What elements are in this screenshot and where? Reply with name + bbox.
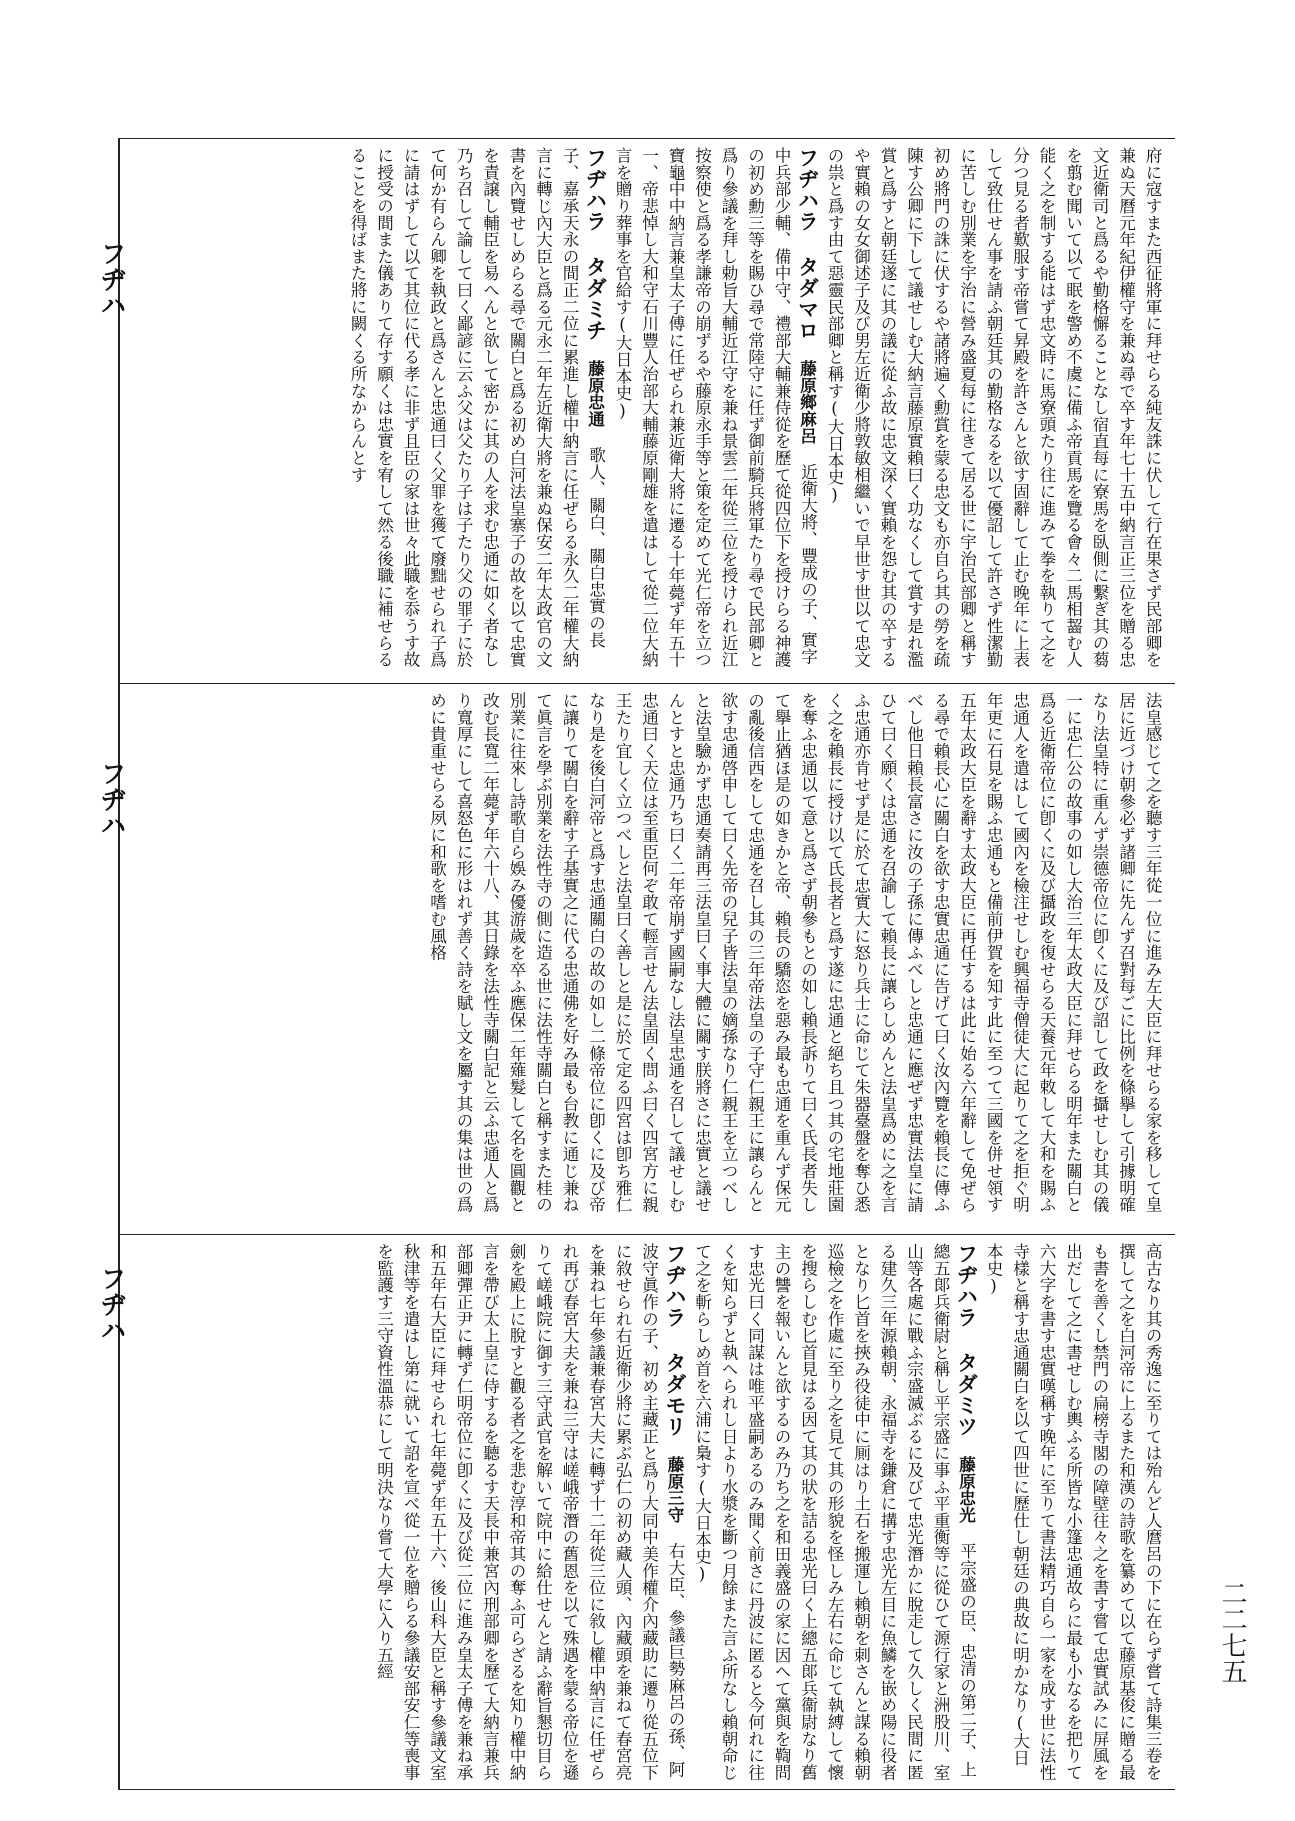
entry-continuation <box>980 1243 1166 1781</box>
entry-reading: フヂハラ タダミチ <box>583 147 608 341</box>
text-columns-upper <box>130 147 1165 675</box>
running-head-middle: フヂハ <box>96 760 126 838</box>
entry-body: 近衛大將、豐成の子、實字中兵部少輔、備中守、禮部大輔兼侍從を歷て從四位下を授けらる神護の初め勳三等を賜ひ尋で常陸守に任ず御前騎兵將軍たり尋で民部卿と爲り參議を拜し勅旨大輔近江守を兼ね景雲二年從三位を授けられ近江按察使と爲る孝謙帝の崩ずるや藤原永手等と策を定めて光仁帝を立つ寶龜中中納言兼皇太子傅に任ぜられ兼近衛大將に遷る十年薨ず年五十一、帝悲悼し大和守石川豐人治部大輔藤原剛雄を遣はして從二位大納言を贈り葬事を官給す(大日本史) <box>613 147 818 668</box>
entry-name: 藤原忠通 <box>585 360 606 428</box>
entry-continuation <box>423 692 1165 1226</box>
entry-body: 高古なり其の秀逸に至りては殆んど人麿呂の下に在らず嘗て詩集三卷を撰して之を白河帝に上るまた和漢の詩歌を纂めて以て藤原基俊に贈る最も書を善くし禁門の扁榜寺閣の障壁往々之を書す嘗て忠實試みに屏風を出だして之に書せしむ輿ふる所皆な小篷忠通故らに最も小なるを把りて六大字を書す忠實嘆稱す晚年に至りて書法精巧自ら一家を成す世に法性寺樣と稱す忠通關白を以て四世に歷仕し朝廷の典故に明かなり(大日本史) <box>984 1243 1162 1781</box>
text-columns-middle <box>130 692 1165 1226</box>
entry-name: 藤原三守 <box>665 1456 685 1524</box>
entry-fujiwara-tadamaro <box>609 147 821 675</box>
entry-reading: フヂハラ タダモリ <box>663 1243 687 1437</box>
entry-body: 府に寇すまた西征將軍に拜せらる純友誅に伏して行在果さず民部卿を兼ぬ天曆元年紀伊權守を兼ぬ尋で卒す年七十五中納言正三位を贈る忠文近衛司と爲るや勤格懈ることなし宿直每に寮馬を臥側に繫ぎ其の蒭を翦む聞いて以て眠を警め不虞に備ふ帝貢馬を覽る會々二馬相齧む人能く之を制する能はず忠文時に馬寮頭たり往に進みて拳を執りて之を分つ見る者歎服す帝嘗て昇殿を許さんと欲す固辭して止む晚年に上表して致仕せん事を請ふ朝廷其の勤格なるを以て優詔して許さず性潔勤に苦しむ別業を宇治に營み盛夏每に往きて居る世に宇治民部卿と稱す初め將門の誅に伏するや諸將遍く勳賞を蒙る忠文も亦自ら其の勞を疏陳す公卿に下して議せしむ大納言藤原實賴曰く功なくして賞す是れ濫賞と爲すと朝廷遂に其の議に從ふ故に忠文深く實賴を怨む其の卒するや實賴の女女御述子及び男左近衛少將敦敏相繼いで早世す世以て忠文の祟と爲す由て惡靈民部卿と稱す(大日本史) <box>825 147 1162 668</box>
page-frame <box>118 138 1175 1790</box>
text-columns-lower <box>130 1243 1165 1781</box>
tier-lower <box>120 1234 1175 1790</box>
entry-fujiwara-tadamichi <box>344 147 609 675</box>
tier-upper <box>120 138 1175 683</box>
entry-body: 法皇感じて之を聽す三年從一位に進み左大臣に拜せらる家を移して皇居に近づけ朝參必ず諸卿に先んず召對每ごに比例を條擧して引據明確なり法皇特に重んず崇德帝位に卽くに及び詔して政を攝せしむ其の儀一に忠仁公の故事の如し大治三年太政大臣に拜せらる明年また關白と爲る近衛帝位に卽くに及び攝政を復せらる天養元年敕して大和を賜ふ忠通人を遣はして國內を檢注せしむ興福寺僧徒大に起りて之を拒ぐ明年更に石見を賜ふ忠通もと備前伊賀を知す此に至つて三國を併せ領す五年太政大臣を辭す太政大臣に再任するは此に始る六年辭して免ぜらる尋で賴長心に關白を欲す忠實忠通に告げて曰く汝內覽を賴長に傳ふべし他日賴長富さに汝の子孫に傳ふべしと忠通に應ぜず忠實法皇に請ひて曰く願くは忠通を召諭して賴長に讓らしめんと法皇爲めに之を言ふ忠通亦肯せず是に於て忠實大に怒り兵士に命じて朱器臺盤を奪ひ悉く之を賴長に授け以て氏長者と爲す遂に忠通と絕ち且つ其の宅地莊園を奪ふ忠通以て意と爲さず朝參もとの如し賴長訴りて曰く氏長者失して擧止猶ほ是の如きかと帝、賴長の驕恣を惡み最も忠通を重んず保元の亂後信西をして忠通を召し其の三年帝法皇の子守仁親王に讓らんと欲す忠通啓申して曰く先帝の兒子皆法皇の嫡孫なり仁親王を立つべしと法皇驗かず忠通奏請再三法皇曰く事大體に關す朕將さに忠實と議せんとすと忠通乃ち曰く二年帝崩ず國嗣なし法皇忠通を召して議せしむ忠通曰く天位は至重臣何ぞ敢て輕言せん法皇固く問ふ曰く四宮方に親王たり宜しく立つべしと法皇曰く善しと是に於て定る四宮は卽ち雅仁なり是を後白河帝と爲す忠通關白の故の如し二條帝位に卽くに及び帝に讓りて關白を辭す子基實之に代る忠通佛を好み最も台教に通じ兼ねて眞言を學ぶ別業を法性寺の側に造る世に法性寺關白と稱すまた桂の別業に往來し詩歌自ら娛み優游歲を卒ふ應保二年薙髮して名を圓觀と改む長寬二年薨ず年六十八、其日錄を法性寺關白記と云ふ忠通人と爲り寬厚にして喜怒色に形はれず善く詩を賦し文を屬す其の集は世の爲めに貴重せらる夙に和歌を嗜む風格 <box>427 692 1162 1213</box>
entry-body: 平宗盛の臣、忠清の第二子、上總五郞兵衛尉と稱し平宗盛に事ふ平重衡等に從ひて源行家と洲股川、室山等各處に戰ふ宗盛滅ぶるに及びて忠光潛かに脫走して久しく民間に匿る建久三年源賴朝、永福寺を鎌倉に搆す忠光左目に魚鱗を嵌め陽に役者となり匕首を挾み役徒中に厠はり土石を搬運し賴朝を刺さんと謀る賴朝巡檢之を作處に至り之を見て其の形貌を怪しみ左右に命じて執縛して懷を搜らしむ匕首見はる因て其の狀を詰る忠光曰く上總五郞兵衞尉なり舊主の讐を報いんと欲するのみ乃ち之を和田義盛の家に因へて黨與を鞫問す忠光曰く同謀は唯平盛嗣あるのみ聞く前さに丹波に匿ると今何れに往くを知らずと執へられし日より水漿を斷つ月餘また言ふ所なし賴朝命じて之を斬らしめ首を六浦に梟す(大日本史) <box>692 1243 977 1781</box>
running-head-lower: フヂハ <box>96 1265 126 1343</box>
entry-body: 歌人、關白、關白忠實の長子、嘉承天永の間正二位に累進し權中納言に任ぜらる永久二年權大納言に轉じ內大臣と爲る元永二年左近衛大將を兼ぬ保安二年太政官の文書を內覽せしめらる尋で關白と爲る初め白河法皇寨子の故を以て忠實を責譲し輔臣を易へんと欲して密かに其の人を求む忠通に如く者なし乃ち召して論して曰く鄙諺に云ふ父は父たり子は子たり父の罪子に於て何か有らん卿を執政と爲さんと忠通曰く父罪を獲て廢黜せられ子爲に請はずして以て其位に代る孝に非ず且臣の家は世々此職を忝うす故に授受の間また儀ありて存す願くは忠實を宥して然る後職に補せらるることを得ばまた將に闕くる所なからんとす <box>348 147 606 668</box>
entry-body: 右大臣、參議巨勢麻呂の孫、阿波守眞作の子、初め主藏正と爲り大同中美作權介內藏助に遷り從五位下に敘せられ右近衛少將に累ぶ弘仁の初め藏人頭、內藏頭を兼ねて春宮亮を兼ね七年參議兼春宮大夫に轉ず十二年從三位に敘し權中納言に任ぜられ再び春宮大夫を兼ね三守は嵯峨帝潛の舊恩を以て殊遇を蒙る帝位を遜りて嵯峨院に御す三守武官を解いて院中に給仕せんと請ふ辭旨懇切目ら劍を殿上に脫すと觀る者之を悲む淳和帝其の奪ふ可らざるを知り權中納言を帶び太上皇に侍するを聽るす天長中兼宮內刑部卿を歷て大納言兼兵部卿彈正尹に轉ず仁明帝位に卽くに及び從二位に進み皇太子傅を兼ね承和五年右大臣に拜せられ七年薨ず年五十六、後山科大臣と稱す參議文室秋津等を遣はし第に就いて詔を宣べ從一位を贈らる參議安部安仁等喪事を監護す三守資性溫恭にして明決なり嘗て大學に入り五經 <box>374 1243 685 1781</box>
entry-fujiwara-tadamori <box>370 1243 688 1781</box>
entry-name: 藤原忠光 <box>956 1456 977 1524</box>
running-head-upper: フヂハ <box>96 240 126 318</box>
tier-middle <box>120 683 1175 1234</box>
page-number: 二二七五 <box>1217 1580 1247 1684</box>
entry-continuation <box>821 147 1166 675</box>
entry-fujiwara-tadamitsu <box>688 1243 980 1781</box>
entry-reading: フヂハラ タダマロ <box>795 147 820 341</box>
entry-name: 藤原鄉麻呂 <box>797 360 818 445</box>
entry-reading: フヂハラ タダミツ <box>954 1243 979 1437</box>
